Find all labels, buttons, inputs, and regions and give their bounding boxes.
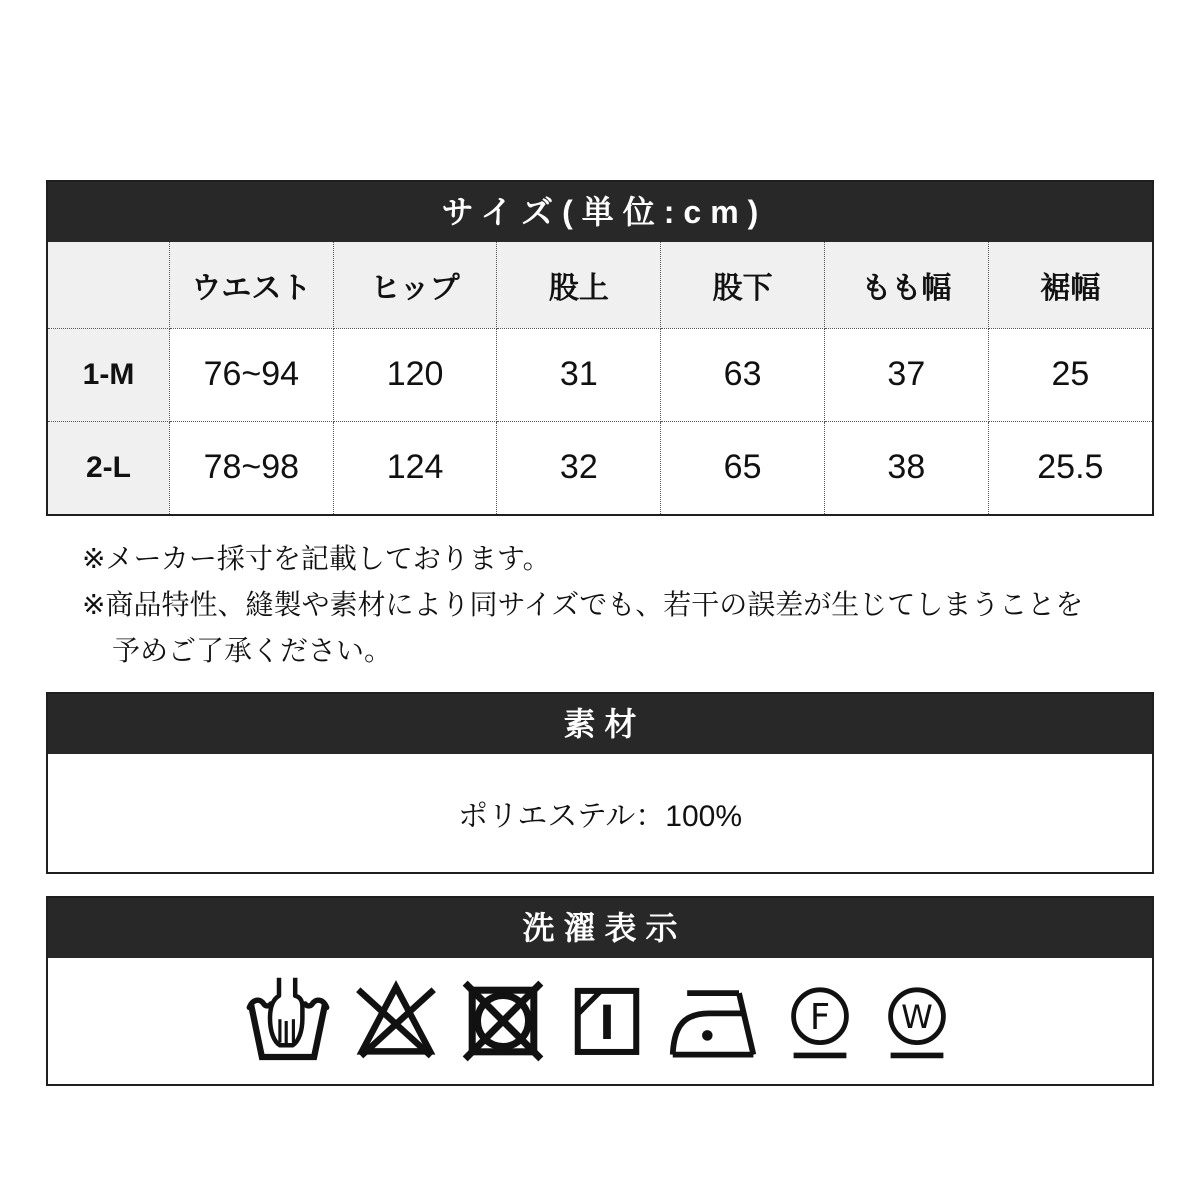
row-label: 2-L	[48, 421, 169, 514]
svg-text:W: W	[901, 998, 933, 1037]
measurement-notes	[82, 536, 1154, 674]
do-not-bleach-icon	[350, 973, 442, 1069]
column-header-hem: 裾幅	[988, 242, 1152, 328]
size-cell: 25.5	[988, 421, 1152, 514]
laundry-section	[46, 896, 1154, 1086]
svg-text:F: F	[809, 997, 831, 1038]
hand-wash-icon	[243, 973, 333, 1069]
material-content: ポリエステル：100%	[457, 800, 743, 833]
iron-low-heat-icon	[667, 973, 763, 1069]
size-cell: 25	[988, 328, 1152, 421]
corner-cell	[48, 242, 169, 328]
column-header-waist: ウエスト	[169, 242, 333, 328]
column-header-thigh: もも幅	[824, 242, 988, 328]
column-header-inseam: 股下	[661, 242, 825, 328]
size-cell: 124	[333, 421, 497, 514]
size-cell: 32	[497, 421, 661, 514]
product-spec-content	[46, 180, 1154, 1086]
column-header-hip: ヒップ	[333, 242, 497, 328]
material-section	[46, 692, 1154, 874]
size-cell: 31	[497, 328, 661, 421]
do-not-tumble-dry-icon	[459, 973, 547, 1069]
line-dry-in-shade-icon	[564, 973, 650, 1069]
size-chart-section	[46, 180, 1154, 516]
size-cell: 65	[661, 421, 825, 514]
size-cell: 120	[333, 328, 497, 421]
column-header-rise: 股上	[497, 242, 661, 328]
laundry-icons-row	[48, 958, 1152, 1084]
row-label: 1-M	[48, 328, 169, 421]
size-row-1m	[48, 328, 1152, 421]
laundry-title-bar: 洗濯表示	[48, 898, 1152, 958]
size-cell: 38	[824, 421, 988, 514]
size-cell: 37	[824, 328, 988, 421]
size-table-header-row	[48, 242, 1152, 328]
wet-clean-gentle-icon	[877, 973, 957, 1069]
note-line: ※メーカー採寸を記載しております。	[82, 543, 551, 574]
size-cell: 63	[661, 328, 825, 421]
size-table	[48, 242, 1152, 514]
note-line: ※商品特性、縫製や素材により同サイズでも、若干の誤差が生じてしまうことを	[82, 589, 1084, 620]
size-cell: 78~98	[169, 421, 333, 514]
note-line: 予めご了承ください。	[112, 635, 393, 666]
size-cell: 76~94	[169, 328, 333, 421]
size-chart-title-bar: サイズ(単位:cm)	[48, 182, 1152, 242]
material-title-bar: 素材	[48, 694, 1152, 754]
dry-clean-petroleum-gentle-icon	[780, 973, 860, 1069]
size-row-2l	[48, 421, 1152, 514]
